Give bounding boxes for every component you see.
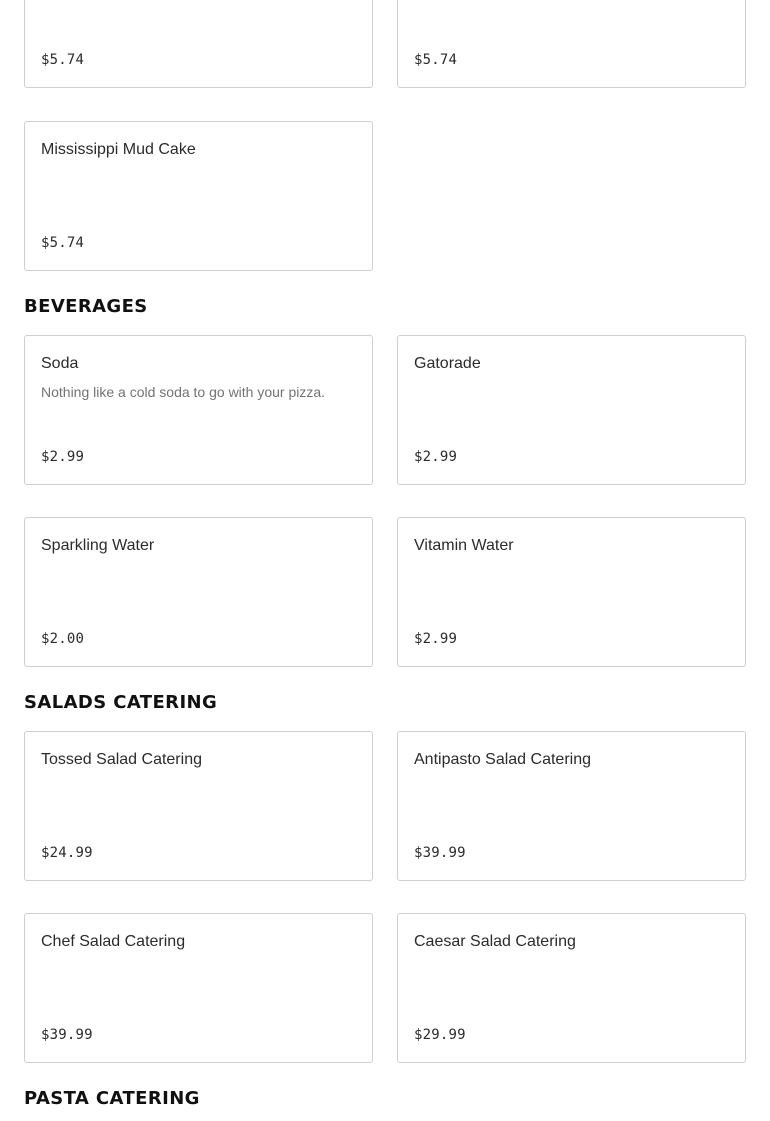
menu-item-card[interactable] — [397, 731, 746, 881]
item-name: Chef Salad Catering — [41, 933, 186, 950]
item-description: Nothing like a cold soda to go with your pizza. — [41, 384, 326, 400]
item-price: $5.74 — [41, 235, 85, 251]
menu-item-card[interactable] — [24, 731, 373, 881]
item-price: $2.99 — [414, 449, 458, 465]
menu-item-card[interactable] — [397, 517, 746, 667]
section-title-pasta-catering: PASTA CATERING — [24, 1088, 200, 1109]
menu-item-card[interactable] — [397, 335, 746, 485]
item-price: $29.99 — [414, 1027, 466, 1043]
item-name: Mississippi Mud Cake — [41, 141, 196, 158]
item-price: $39.99 — [41, 1027, 93, 1043]
item-price: $2.99 — [414, 631, 458, 647]
item-name: Caesar Salad Catering — [414, 933, 576, 950]
item-name: Vitamin Water — [414, 537, 514, 554]
menu-item-card[interactable] — [24, 913, 373, 1063]
item-price: $24.99 — [41, 845, 93, 861]
menu-item-card[interactable] — [24, 335, 373, 485]
item-name: Gatorade — [414, 355, 481, 372]
menu-item-card[interactable] — [397, 913, 746, 1063]
item-name: Sparkling Water — [41, 537, 155, 554]
menu-item-card[interactable] — [397, 0, 746, 88]
item-price: $5.74 — [41, 52, 85, 68]
section-title-salads-catering: SALADS CATERING — [24, 692, 218, 713]
menu-item-card[interactable] — [24, 0, 373, 88]
item-price: $2.00 — [41, 631, 85, 647]
item-price: $5.74 — [414, 52, 458, 68]
item-price: $39.99 — [414, 845, 466, 861]
item-name: Tossed Salad Catering — [41, 751, 202, 768]
menu-item-card[interactable] — [24, 121, 373, 271]
item-price: $2.99 — [41, 449, 85, 465]
section-title-beverages: BEVERAGES — [24, 296, 148, 317]
menu-item-card[interactable] — [24, 517, 373, 667]
item-name: Antipasto Salad Catering — [414, 751, 591, 768]
item-name: Soda — [41, 355, 79, 372]
